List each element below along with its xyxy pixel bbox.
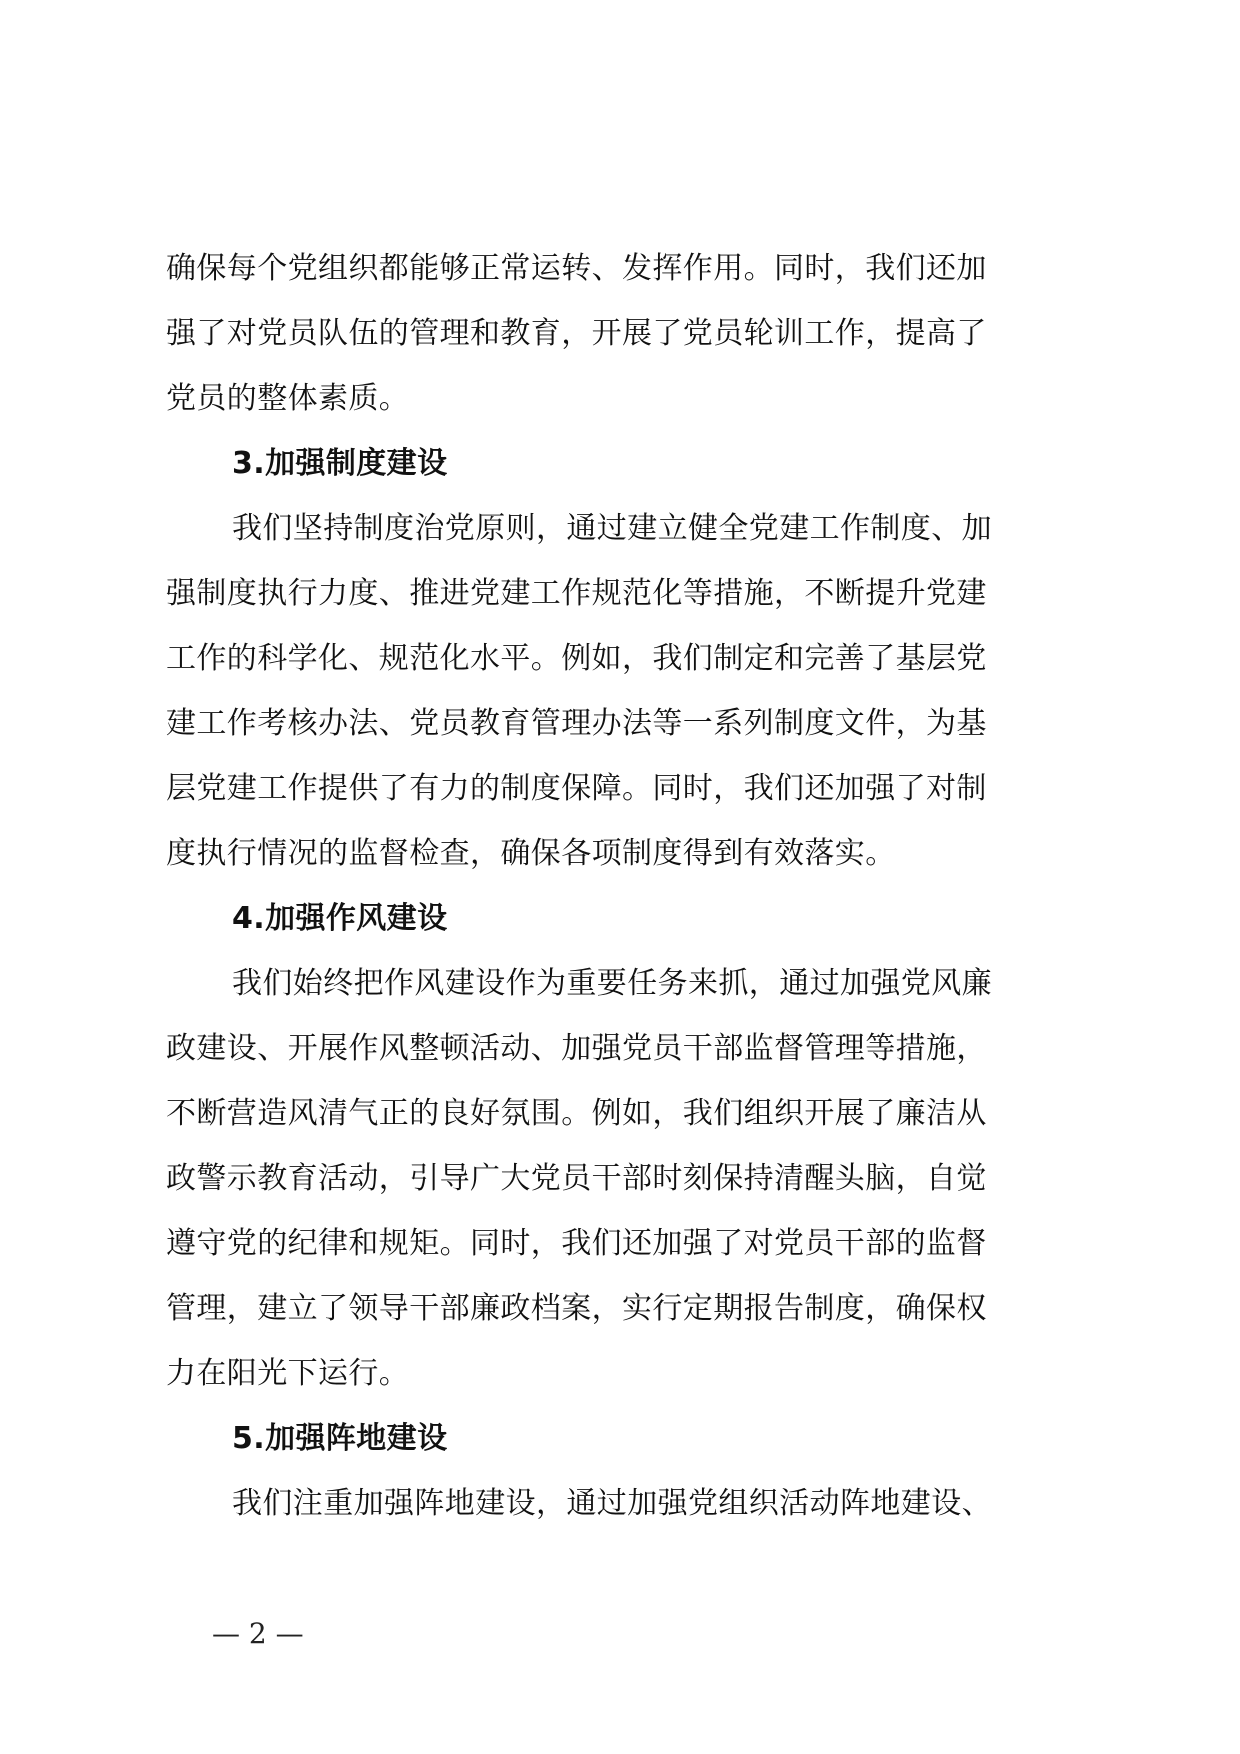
- paragraph-line: 工作的科学化、规范化水平。例如，我们制定和完善了基层党: [166, 641, 987, 676]
- page-number: — 2 —: [212, 1617, 304, 1650]
- paragraph-line: 不断营造风清气正的良好氛围。例如，我们组织开展了廉洁从: [166, 1096, 987, 1131]
- paragraph-line: 遵守党的纪律和规矩。同时，我们还加强了对党员干部的监督: [166, 1226, 987, 1261]
- document-body: [166, 236, 1090, 1536]
- paragraph-line: 政建设、开展作风整顿活动、加强党员干部监督管理等措施，: [166, 1031, 987, 1066]
- paragraph-line: 强了对党员队伍的管理和教育，开展了党员轮训工作，提高了: [166, 316, 987, 351]
- paragraph-line: 确保每个党组织都能够正常运转、发挥作用。同时，我们还加: [166, 251, 987, 286]
- paragraph-line: 我们坚持制度治党原则，通过建立健全党建工作制度、加: [232, 511, 992, 546]
- paragraph-line: 层党建工作提供了有力的制度保障。同时，我们还加强了对制: [166, 771, 987, 806]
- paragraph-line: 建工作考核办法、党员教育管理办法等一系列制度文件，为基: [166, 706, 987, 741]
- paragraph-line: 力在阳光下运行。: [166, 1356, 410, 1391]
- section-heading: 5.加强阵地建设: [232, 1421, 448, 1456]
- paragraph-line: 度执行情况的监督检查，确保各项制度得到有效落实。: [166, 836, 896, 871]
- paragraph-line: 我们始终把作风建设作为重要任务来抓，通过加强党风廉: [232, 966, 992, 1001]
- paragraph-line: 政警示教育活动，引导广大党员干部时刻保持清醒头脑，自觉: [166, 1161, 987, 1196]
- paragraph-line: 管理，建立了领导干部廉政档案，实行定期报告制度，确保权: [166, 1291, 987, 1326]
- section-heading: 3.加强制度建设: [232, 446, 448, 481]
- paragraph-line: 强制度执行力度、推进党建工作规范化等措施，不断提升党建: [166, 576, 987, 611]
- paragraph-line: 我们注重加强阵地建设，通过加强党组织活动阵地建设、: [232, 1486, 992, 1521]
- text-lines: [166, 236, 1090, 1536]
- section-heading: 4.加强作风建设: [232, 901, 448, 936]
- paragraph-line: 党员的整体素质。: [166, 381, 410, 416]
